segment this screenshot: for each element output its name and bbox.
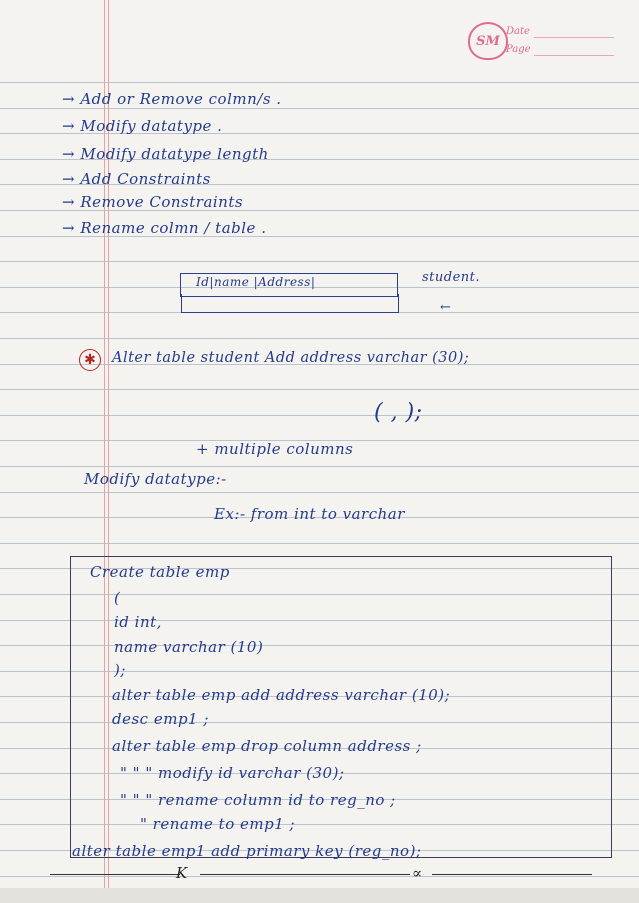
table-sketch-row (181, 294, 399, 313)
table-sketch-header: Id|name |Address| (196, 275, 316, 289)
note-line-5: → Remove Constraints (62, 193, 244, 211)
code-line-2: ( (114, 589, 121, 607)
code-line-4: name varchar (10) (114, 638, 264, 656)
page-bottom-edge (0, 888, 639, 903)
table-sketch-label: student. (422, 270, 481, 285)
note-line-3: → Modify datatype length (62, 145, 269, 163)
code-line-7: desc emp1 ; (112, 710, 209, 728)
ruled-line (0, 466, 639, 467)
note-line-6: → Rename colmn / table . (62, 219, 267, 237)
code-line-9: " " " modify id varchar (30); (120, 764, 345, 782)
code-line-1: Create table emp (90, 563, 230, 581)
code-line-11: " rename to emp1 ; (140, 815, 296, 833)
note-line-1: → Add or Remove colmn/s . (62, 90, 282, 108)
ruled-line (0, 415, 639, 416)
ruled-line (0, 543, 639, 544)
code-box (70, 556, 612, 858)
ruled-line (0, 492, 639, 493)
ruled-line (0, 389, 639, 390)
code-line-3: id int, (114, 613, 162, 631)
example-line: Ex:- from int to varchar (214, 505, 405, 523)
ruled-line (0, 261, 639, 262)
multiple-columns-note: + multiple columns (196, 440, 354, 458)
code-line-5: ); (114, 661, 126, 679)
paren-hint: ( , ); (374, 400, 423, 425)
date-label: Date (506, 26, 530, 37)
page-label: Page (506, 44, 531, 55)
note-line-2: → Modify datatype . (62, 117, 223, 135)
ruled-line (0, 82, 639, 83)
footer-mark-right: ∝ (412, 864, 423, 882)
ruled-line (0, 108, 639, 109)
star-bullet-icon: ✱ (79, 349, 101, 371)
brand-logo-stamp: SM (468, 22, 508, 60)
ruled-line (0, 338, 639, 339)
alter-statement: Alter table student Add address varchar (30); (112, 350, 470, 366)
footer-line-mid (200, 874, 410, 875)
date-line (534, 37, 614, 38)
page-line (534, 55, 614, 56)
note-line-4: → Add Constraints (62, 170, 211, 188)
footer-mark-left: K (176, 864, 188, 882)
footer-line-left (50, 874, 180, 875)
code-line-12: alter table emp1 add primary key (reg_no); (72, 842, 422, 860)
modify-heading: Modify datatype:- (84, 470, 227, 488)
code-line-6: alter table emp add address varchar (10); (112, 686, 451, 704)
ruled-line (0, 876, 639, 877)
table-sketch-arrow: ← (440, 300, 452, 315)
code-line-8: alter table emp drop column address ; (112, 737, 422, 755)
footer-line-right (432, 874, 592, 875)
code-line-10: " " " rename column id to reg_no ; (120, 791, 396, 809)
